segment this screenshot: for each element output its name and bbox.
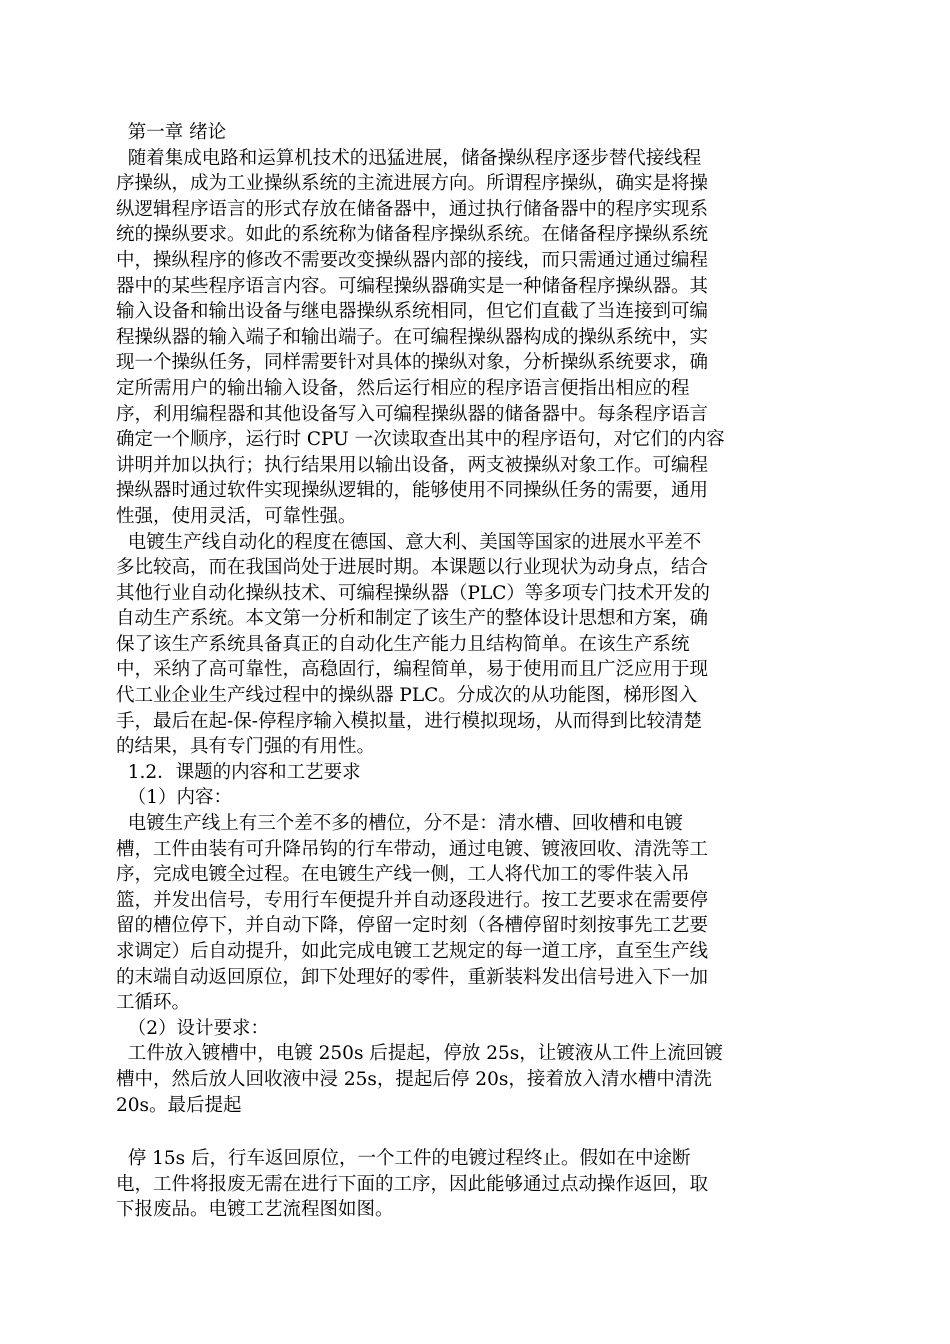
text-line: 1.2．课题的内容和工艺要求 [116, 761, 361, 783]
text-line: 电镀生产线自动化的程度在德国、意大利、美国等国家的进展水平差不 [116, 531, 702, 553]
blank-line [116, 1118, 836, 1146]
text-line: 工循环。 [116, 992, 191, 1014]
text-line: 随着集成电路和运算机技术的迅猛进展，储备操纵程序逐步替代接线程 [116, 147, 702, 169]
text-line: 的结果，具有专门强的有用性。 [116, 736, 376, 758]
text-line: 电镀生产线上有三个差不多的槽位，分不是：清水槽、回收槽和电镀 [116, 813, 683, 835]
text-line: 篮，并发出信号，专用行车便提升并自动逐段进行。按工艺要求在需要停 [116, 889, 709, 911]
text-line: 20s。最后提起 [116, 1094, 242, 1116]
text-line: 自动生产系统。本文第一分析和制定了该生产的整体设计思想和方案，确 [116, 608, 709, 630]
text-line: 电，工件将报废无需在进行下面的工序，因此能够通过点动操作返回，取 [116, 1173, 709, 1195]
text-line: 程操纵器的输入端子和输出端子。在可编程操纵器构成的操纵系统中，实 [116, 326, 709, 348]
text-line: 确定一个顺序，运行时 CPU 一次读取查出其中的程序语句，对它们的内容 [116, 429, 725, 451]
text-line: 留的槽位停下，并自动下降，停留一定时刻（各槽停留时刻按事先工艺要 [116, 915, 709, 937]
text-line: 保了该生产系统具备真正的自动化生产能力且结构简单。在该生产系统 [116, 633, 690, 655]
text-line: 多比较高，而在我国尚处于进展时期。本课题以行业现状为动身点，结合 [116, 557, 709, 579]
document-page [116, 120, 836, 1223]
text-line: （1）内容： [116, 787, 233, 809]
text-line: 求调定）后自动提升，如此完成电镀工艺规定的每一道工序，直至生产线 [116, 941, 709, 962]
text-line: 槽中，然后放人回收液中浸 25s，提起后停 20s，接着放入清水槽中清洗 [116, 1068, 712, 1090]
text-line: 下报废品。电镀工艺流程图如图。 [116, 1199, 394, 1221]
text-line: 中，操纵程序的修改不需要改变操纵器内部的接线，而只需通过通过编程 [116, 249, 709, 271]
text-line: 现一个操纵任务，同样需要针对具体的操纵对象，分析操纵系统要求，确 [116, 352, 709, 374]
text-line: 其他行业自动化操纵技术、可编程操纵器（PLC）等多项专门技术开发的 [116, 582, 710, 604]
text-line: 工件放入镀槽中，电镀 250s 后提起，停放 25s，让镀液从工件上流回镀 [116, 1043, 723, 1065]
text-line: 讲明并加以执行；执行结果用以输出设备，两支被操纵对象工作。可编程 [116, 454, 709, 476]
text-line: 纵逻辑程序语言的形式存放在储备器中，通过执行储备器中的程序实现系 [116, 198, 709, 220]
text-line: 手，最后在起-保-停程序输入模拟量，进行模拟现场，从而得到比较清楚 [116, 710, 703, 732]
text-line: 统的操纵要求。如此的系统称为储备程序操纵系统。在储备程序操纵系统 [116, 224, 709, 246]
text-line: 停 15s 后，行车返回原位，一个工件的电镀过程终止。假如在中途断 [116, 1148, 691, 1170]
text-line: 中，采纳了高可靠性，高稳固行，编程简单，易于使用而且广泛应用于现 [116, 659, 709, 681]
text-line: 序，完成电镀全过程。在电镀生产线一侧，工人将代加工的零件装入吊 [116, 864, 690, 886]
text-line: （2）设计要求： [116, 1017, 270, 1039]
text-line: 序，利用编程器和其他设备写入可编程操纵器的储备器中。每条程序语言 [116, 403, 709, 425]
text-line: 槽，工件由装有可升降吊钩的行车带动，通过电镀、镀液回收、清洗等工 [116, 838, 709, 860]
text-line: 序操纵，成为工业操纵系统的主流进展方向。所谓程序操纵，确实是将操 [116, 173, 709, 195]
text-line: 输入设备和输出设备与继电器操纵系统相同，但它们直截了当连接到可编 [116, 301, 709, 323]
text-line: 器中的某些程序语言内容。可编程操纵器确实是一种储备程序操纵器。其 [116, 275, 709, 297]
text-line: 性强，使用灵活，可靠性强。 [116, 505, 357, 527]
text-line: 代工业企业生产线过程中的操纵器 PLC。分成次的从功能图，梯形图入 [116, 685, 698, 707]
text-line: 操纵器时通过软件实现操纵逻辑的，能够使用不同操纵任务的需要，通用 [116, 480, 709, 502]
text-line: 的末端自动返回原位，卸下处理好的零件，重新装料发出信号进入下一加 [116, 966, 709, 988]
text-line: 第一章 绪论 [116, 122, 227, 143]
text-line: 定所需用户的输出输入设备，然后运行相应的程序语言便指出相应的程 [116, 377, 690, 399]
